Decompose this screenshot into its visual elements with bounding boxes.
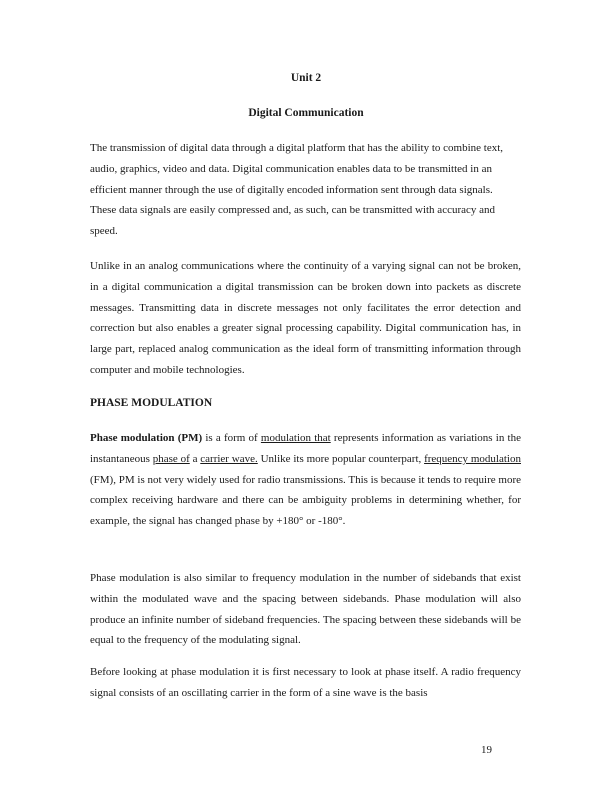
pm-text-4: Unlike its more popular counterpart, <box>257 452 425 465</box>
phase-intro-paragraph: Before looking at phase modulation it is first necessary to look at phase itself. A radio frequency signal consists of an oscillating carrier in the form of a sine wave is the basis <box>90 666 521 699</box>
pm-text-1: is a form of <box>202 432 261 444</box>
analog-vs-digital-paragraph: Unlike in an analog communications where the continuity of a varying signal can not be broken, in a digital communication a digital transmission can be broken down into packets as discrete messages. Transmitting data in discrete messages not only facilitates the error detection and correction but also enables a greater signal processing capability. Digital communication has, in large part, replaced analog communication as the ideal form of transmitting information through computer and mobile technologies. <box>90 260 521 376</box>
link-phase[interactable]: phase of <box>152 452 190 465</box>
phase-modulation-paragraph <box>90 428 521 532</box>
pm-text-3: a <box>189 452 201 465</box>
unit-label: Unit 2 <box>290 72 322 84</box>
pm-text-5: (FM), PM is not very widely used for radio transmissions. This is because it tends to require more complex receiving hardware and there can be ambiguity problems in determining whether, for example, the signal has changed phase by +180° or -180°. <box>90 473 521 528</box>
page-title: Digital Communication <box>248 107 364 119</box>
pm-text-2: represents information as variations in the instantaneous <box>90 432 521 465</box>
term-phase-modulation: Phase modulation (PM) <box>90 432 203 444</box>
link-modulation[interactable]: modulation that <box>260 432 331 444</box>
link-frequency-modulation[interactable]: frequency modulation <box>424 452 521 465</box>
page-number: 19 <box>481 744 492 756</box>
section-heading: PHASE MODULATION <box>90 397 213 409</box>
intro-paragraph: The transmission of digital data through a digital platform that has the ability to combine text, audio, graphics, video and data. Digital communication enables data to be transmitted in an efficient manner through the use of digitally encoded information sent through data signals. These data signals are easily compressed and, as such, can be transmitted with accuracy and speed. <box>90 142 504 238</box>
link-carrier-wave[interactable]: carrier wave. <box>200 452 258 465</box>
sidebands-paragraph: Phase modulation is also similar to frequency modulation in the number of sidebands that exist within the modulated wave and the spacing between sidebands. Phase modulation will also produce an infinite number of sideband frequencies. The spacing between these sidebands will be equal to the frequency of the modulating signal. <box>90 572 521 647</box>
